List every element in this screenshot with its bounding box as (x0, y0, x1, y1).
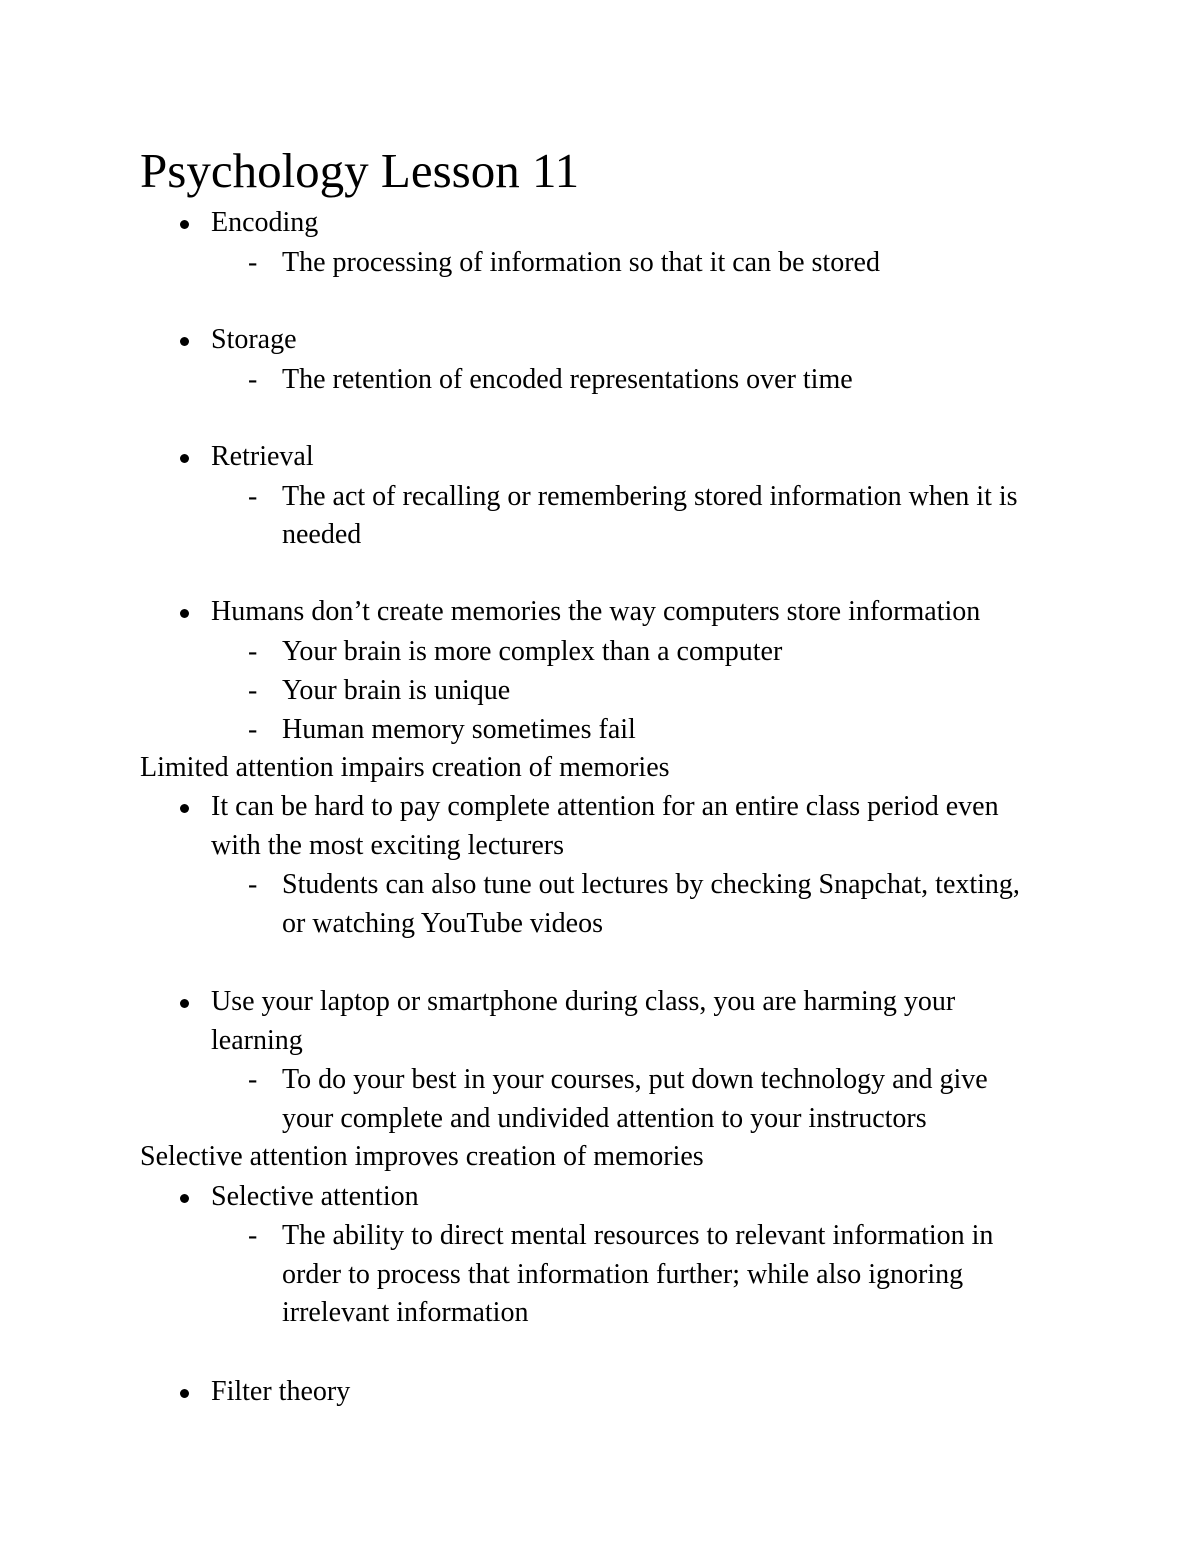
limited-attention-detail-continued: your complete and undivided attention to your instructors (282, 1103, 927, 1134)
limited-attention-point: It can be hard to pay complete attention for an entire class period even (211, 791, 999, 822)
limited-attention-detail: To do your best in your courses, put down technology and give (282, 1064, 988, 1095)
section-heading-limited-attention: Limited attention impairs creation of memories (140, 752, 670, 783)
retrieval-heading: Retrieval (211, 441, 314, 472)
retrieval-detail-continued: needed (282, 519, 362, 550)
dash-marker: - (248, 1220, 258, 1251)
storage-detail: The retention of encoded representations over time (282, 364, 853, 395)
bullet-icon (180, 999, 189, 1008)
humans-heading: Humans don’t create memories the way computers store information (211, 596, 981, 627)
dash-marker: - (248, 247, 258, 278)
storage-heading: Storage (211, 324, 297, 355)
bullet-icon (180, 454, 189, 463)
limited-attention-point-continued: learning (211, 1025, 303, 1056)
selective-attention-point: Filter theory (211, 1376, 351, 1407)
encoding-detail: The processing of information so that it can be stored (282, 247, 880, 278)
selective-attention-point: Selective attention (211, 1181, 419, 1212)
limited-attention-point-continued: with the most exciting lecturers (211, 830, 565, 861)
bullet-icon (180, 609, 189, 618)
page-title: Psychology Lesson 11 (140, 143, 580, 198)
selective-attention-detail-continued: order to process that information further; while also ignoring (282, 1259, 964, 1290)
dash-marker: - (248, 636, 258, 667)
bullet-icon (180, 1194, 189, 1203)
humans-detail: Your brain is unique (282, 675, 511, 706)
limited-attention-point: Use your laptop or smartphone during class, you are harming your (211, 986, 956, 1017)
dash-marker: - (248, 675, 258, 706)
bullet-icon (180, 804, 189, 813)
bullet-icon (180, 220, 189, 229)
dash-marker: - (248, 364, 258, 395)
section-heading-selective-attention: Selective attention improves creation of memories (140, 1141, 704, 1172)
selective-attention-detail-continued: irrelevant information (282, 1297, 529, 1328)
dash-marker: - (248, 1064, 258, 1095)
dash-marker: - (248, 714, 258, 745)
dash-marker: - (248, 869, 258, 900)
dash-marker: - (248, 481, 258, 512)
bullet-icon (180, 337, 189, 346)
humans-detail: Your brain is more complex than a computer (282, 636, 783, 667)
humans-detail: Human memory sometimes fail (282, 714, 636, 745)
encoding-heading: Encoding (211, 207, 319, 238)
limited-attention-detail-continued: or watching YouTube videos (282, 908, 603, 939)
bullet-icon (180, 1389, 189, 1398)
retrieval-detail: The act of recalling or remembering stored information when it is (282, 481, 1018, 512)
selective-attention-detail: The ability to direct mental resources to relevant information in (282, 1220, 994, 1251)
limited-attention-detail: Students can also tune out lectures by checking Snapchat, texting, (282, 869, 1020, 900)
